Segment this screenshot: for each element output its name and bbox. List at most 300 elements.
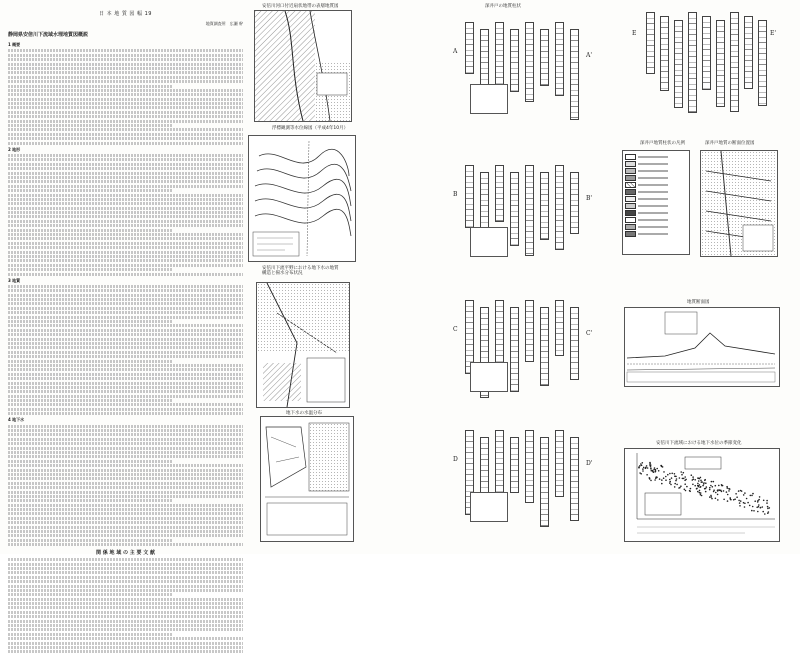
well-column xyxy=(758,20,767,106)
scatter-point xyxy=(740,500,742,502)
text-line xyxy=(8,302,243,305)
text-line xyxy=(8,215,243,218)
groundwater-temperature-map xyxy=(260,416,354,542)
text-line xyxy=(8,543,243,546)
scatter-point xyxy=(669,482,671,484)
references-list xyxy=(8,558,243,653)
text-line xyxy=(8,320,173,323)
scatter-point xyxy=(700,486,702,488)
figure-caption: 安倍川河口付近扇状地帯の表層地質図 xyxy=(262,4,339,9)
text-line xyxy=(8,451,243,454)
text-line xyxy=(8,346,243,349)
well-column xyxy=(465,22,474,74)
section-heading: 4 地下水 xyxy=(8,417,25,423)
well-column xyxy=(570,437,579,521)
legend-swatch xyxy=(625,217,636,223)
scatter-point xyxy=(659,478,661,480)
text-line xyxy=(8,71,243,74)
scatter-point xyxy=(675,476,677,478)
scatter-point xyxy=(646,474,648,476)
text-line xyxy=(8,180,243,183)
paragraph-block xyxy=(8,425,243,547)
text-line xyxy=(8,333,243,336)
legend-item xyxy=(625,168,687,174)
scatter-point xyxy=(734,498,736,500)
section-letter-left: C xyxy=(453,326,458,333)
scatter-point xyxy=(669,479,671,481)
scatter-point xyxy=(638,466,640,468)
scatter-point xyxy=(728,490,730,492)
scatter-point xyxy=(640,473,642,475)
scatter-point xyxy=(753,510,755,512)
well-column xyxy=(495,165,504,222)
scatter-point xyxy=(684,489,686,491)
text-line xyxy=(8,526,243,529)
text-line xyxy=(8,220,243,223)
text-line xyxy=(8,539,173,542)
scatter-point xyxy=(749,505,751,507)
text-line xyxy=(8,530,243,533)
scatter-point xyxy=(646,465,648,467)
scatter-point xyxy=(744,506,746,508)
scatter-point xyxy=(706,486,708,488)
text-line xyxy=(8,233,243,236)
text-line xyxy=(8,211,243,214)
well-column xyxy=(674,20,683,108)
text-line xyxy=(8,102,243,105)
scatter-point xyxy=(747,502,749,504)
scatter-point xyxy=(767,508,769,510)
section-letter-right: C' xyxy=(586,330,593,337)
section-letter-left: D xyxy=(453,456,458,463)
text-line xyxy=(8,224,243,227)
scatter-point xyxy=(744,503,746,505)
legend-swatch xyxy=(625,161,636,167)
text-line xyxy=(8,558,243,561)
scatter-point xyxy=(700,477,702,479)
scatter-point xyxy=(760,507,762,509)
text-line xyxy=(8,464,243,467)
legend-swatch xyxy=(625,154,636,160)
text-line xyxy=(8,576,243,579)
scatter-point xyxy=(674,486,676,488)
scatter-point xyxy=(736,496,738,498)
well-column xyxy=(646,12,655,74)
well-column xyxy=(525,22,534,102)
scatter-point xyxy=(744,492,746,494)
text-line xyxy=(8,264,243,267)
scatter-point xyxy=(721,484,723,486)
scatter-point xyxy=(692,479,694,481)
text-line xyxy=(8,593,173,596)
figure-caption: 地質断面図 xyxy=(687,300,710,305)
text-line xyxy=(8,460,173,463)
scatter-point xyxy=(709,487,711,489)
scatter-point xyxy=(691,474,693,476)
figure-caption: 深井戸地質の断面位置図 xyxy=(705,141,755,146)
legend-item xyxy=(625,203,687,209)
text-line xyxy=(8,154,243,157)
scatter-point xyxy=(656,476,658,478)
text-line xyxy=(8,512,243,515)
text-line xyxy=(8,602,243,605)
scatter-point xyxy=(717,490,719,492)
well-column xyxy=(525,300,534,362)
well-column xyxy=(540,172,549,240)
scatter-point xyxy=(739,502,741,504)
legend-item xyxy=(625,175,687,181)
scatter-point xyxy=(640,463,642,465)
scatter-point xyxy=(752,493,754,495)
section-letter-left: E xyxy=(632,30,637,37)
scatter-point xyxy=(719,489,721,491)
well-column xyxy=(730,12,739,112)
text-line xyxy=(8,316,243,319)
scatter-point xyxy=(649,463,651,465)
legend-item xyxy=(625,189,687,195)
text-line xyxy=(8,447,243,450)
paragraph-block xyxy=(8,285,243,415)
scatter-point xyxy=(694,485,696,487)
text-line xyxy=(8,176,243,179)
well-column xyxy=(495,300,504,368)
scatter-point xyxy=(699,484,701,486)
groundwater-contour-map xyxy=(248,135,356,262)
scatter-point xyxy=(763,500,765,502)
figure-caption: 地下水の水温分布 xyxy=(286,411,322,416)
scatter-point xyxy=(647,467,649,469)
legend-swatch xyxy=(625,203,636,209)
text-line xyxy=(8,438,243,441)
text-line xyxy=(8,571,243,574)
text-line xyxy=(8,508,243,511)
well-column xyxy=(540,307,549,386)
scatter-point xyxy=(661,479,663,481)
scatter-point xyxy=(690,488,692,490)
text-line xyxy=(8,482,243,485)
text-line xyxy=(8,273,243,276)
text-line xyxy=(8,63,243,66)
text-line xyxy=(8,67,243,70)
scatter-point xyxy=(684,480,686,482)
scatter-point xyxy=(669,473,671,475)
scatter-point xyxy=(680,471,682,473)
text-line xyxy=(8,229,173,232)
well-column xyxy=(510,437,519,493)
legend-item xyxy=(625,196,687,202)
text-line xyxy=(8,167,243,170)
scatter-point xyxy=(710,495,712,497)
section-heading: 3 地質 xyxy=(8,277,21,283)
text-line xyxy=(8,373,243,376)
legend-item xyxy=(625,161,687,167)
text-line xyxy=(8,49,243,52)
scatter-point xyxy=(727,494,729,496)
scatter-point xyxy=(703,483,705,485)
scatter-point xyxy=(715,498,717,500)
scatter-point xyxy=(639,465,641,467)
text-line xyxy=(8,534,243,537)
scatter-point xyxy=(759,496,761,498)
legend-swatch xyxy=(625,189,636,195)
text-line xyxy=(8,495,243,498)
text-line xyxy=(8,259,243,262)
scatter-point xyxy=(702,485,704,487)
text-line xyxy=(8,172,243,175)
scatter-point xyxy=(733,499,735,501)
legend-swatch xyxy=(625,175,636,181)
scatter-point xyxy=(764,513,766,515)
scatter-point xyxy=(709,496,711,498)
scatter-point xyxy=(700,480,702,482)
scatter-point xyxy=(676,484,678,486)
section-heading: 1 概要 xyxy=(8,42,21,47)
text-line xyxy=(8,455,243,458)
scatter-point xyxy=(674,483,676,485)
scatter-point xyxy=(684,476,686,478)
scatter-point xyxy=(698,480,700,482)
scatter-point xyxy=(711,481,713,483)
text-line xyxy=(8,390,243,393)
text-line xyxy=(8,491,243,494)
scatter-point xyxy=(758,506,760,508)
scatter-point xyxy=(705,491,707,493)
text-line xyxy=(8,351,243,354)
well-column xyxy=(540,29,549,86)
inset-map xyxy=(470,227,508,257)
text-line xyxy=(8,307,243,310)
paragraph-block xyxy=(8,49,243,144)
scatter-point xyxy=(680,485,682,487)
scatter-point xyxy=(758,504,760,506)
section-heading: 2 地形 xyxy=(8,146,21,152)
text-line xyxy=(8,611,243,614)
scatter-point xyxy=(701,495,703,497)
section-letter-right: D' xyxy=(586,460,593,467)
scatter-point xyxy=(767,506,769,508)
scatter-point xyxy=(712,486,714,488)
scatter-point xyxy=(651,470,653,472)
text-line xyxy=(8,194,243,197)
text-line xyxy=(8,289,243,292)
groundwater-scatter-plot xyxy=(624,448,780,542)
text-line xyxy=(8,285,243,288)
index-map xyxy=(700,150,778,257)
scatter-point xyxy=(721,491,723,493)
text-line xyxy=(8,517,243,520)
text-line xyxy=(8,408,243,411)
well-column xyxy=(510,29,519,92)
text-line xyxy=(8,329,243,332)
scatter-point xyxy=(698,486,700,488)
scatter-point xyxy=(694,479,696,481)
scatter-point xyxy=(754,500,756,502)
text-line xyxy=(8,242,243,245)
text-line xyxy=(8,324,243,327)
well-column xyxy=(716,20,725,107)
scatter-point xyxy=(718,485,720,487)
text-line xyxy=(8,137,243,140)
text-line xyxy=(8,76,243,79)
scatter-point xyxy=(669,481,671,483)
scatter-point xyxy=(642,470,644,472)
scatter-point xyxy=(713,481,715,483)
scatter-point xyxy=(665,476,667,478)
section-letter-left: B xyxy=(453,191,458,198)
text-line xyxy=(8,567,243,570)
text-line xyxy=(8,93,243,96)
scatter-point xyxy=(697,483,699,485)
scatter-point xyxy=(671,473,673,475)
scatter-point xyxy=(663,471,665,473)
text-line xyxy=(8,342,243,345)
well-column xyxy=(570,29,579,120)
legend-item xyxy=(625,154,687,160)
text-line xyxy=(8,85,173,88)
paragraph-block xyxy=(8,154,243,276)
text-line xyxy=(8,469,243,472)
legend-item xyxy=(625,217,687,223)
scatter-point xyxy=(649,477,651,479)
text-line xyxy=(8,646,243,649)
article-author: 地質調査所 広瀬 幹 xyxy=(205,21,243,26)
figure-caption: 深井戸地質柱状の凡例 xyxy=(640,141,685,146)
scatter-point xyxy=(738,500,740,502)
well-column xyxy=(525,430,534,503)
scatter-point xyxy=(642,468,644,470)
scatter-point xyxy=(656,468,658,470)
well-column xyxy=(570,172,579,234)
text-line xyxy=(8,115,243,118)
scatter-point xyxy=(665,479,667,481)
scatter-point xyxy=(681,474,683,476)
legend-panel xyxy=(622,150,690,255)
scatter-point xyxy=(654,467,656,469)
legend-swatch xyxy=(625,231,636,237)
legend-item xyxy=(625,210,687,216)
section-letter-right: A' xyxy=(586,52,592,59)
scatter-point xyxy=(685,490,687,492)
figure-caption: 深井戸の地質柱状 xyxy=(485,4,521,9)
scatter-point xyxy=(696,488,698,490)
scatter-point xyxy=(675,480,677,482)
surface-geology-map xyxy=(254,10,352,122)
scatter-point xyxy=(699,492,701,494)
well-column xyxy=(555,165,564,250)
well-column xyxy=(510,307,519,392)
scatter-point xyxy=(699,490,701,492)
text-line xyxy=(8,54,243,57)
text-line xyxy=(8,395,243,398)
well-column xyxy=(465,165,474,228)
text-line xyxy=(8,563,243,566)
well-column xyxy=(660,16,669,91)
well-column xyxy=(510,172,519,246)
scatter-point xyxy=(676,478,678,480)
text-line xyxy=(8,98,243,101)
scatter-point xyxy=(692,476,694,478)
text-line xyxy=(8,251,243,254)
scatter-point xyxy=(683,478,685,480)
scatter-point xyxy=(700,492,702,494)
text-line xyxy=(8,106,243,109)
text-line xyxy=(8,521,243,524)
text-line xyxy=(8,298,243,301)
scatter-point xyxy=(713,491,715,493)
text-line xyxy=(8,189,173,192)
geologic-cross-section xyxy=(624,307,780,387)
scatter-point xyxy=(766,502,768,504)
references-title: 関 係 地 域 の 主 要 文 献 xyxy=(96,550,155,557)
legend-item xyxy=(625,224,687,230)
scatter-point xyxy=(678,487,680,489)
text-line xyxy=(8,620,243,623)
text-line xyxy=(8,142,243,145)
text-line xyxy=(8,338,243,341)
text-line xyxy=(8,246,243,249)
text-line xyxy=(8,473,243,476)
text-line xyxy=(8,412,243,415)
text-line xyxy=(8,642,243,645)
text-line xyxy=(8,486,243,489)
scatter-point xyxy=(757,511,759,513)
text-line xyxy=(8,364,243,367)
well-column xyxy=(480,437,489,499)
text-line xyxy=(8,158,243,161)
scatter-point xyxy=(762,506,764,508)
text-line xyxy=(8,433,243,436)
legend-swatch xyxy=(625,210,636,216)
scatter-point xyxy=(727,500,729,502)
scatter-point xyxy=(751,495,753,497)
scatter-point xyxy=(650,480,652,482)
scatter-point xyxy=(751,510,753,512)
scatter-point xyxy=(654,479,656,481)
scatter-point xyxy=(670,484,672,486)
text-line xyxy=(8,237,243,240)
scatter-point xyxy=(730,498,732,500)
scatter-point xyxy=(727,487,729,489)
scatter-point xyxy=(746,498,748,500)
text-line xyxy=(8,377,243,380)
scatter-point xyxy=(686,486,688,488)
inset-map xyxy=(470,84,508,114)
text-line xyxy=(8,360,173,363)
figure-caption: 安倍川下流平野における地下水の地質構造と揚水分布状況 xyxy=(262,266,339,276)
scatter-point xyxy=(701,481,703,483)
text-line xyxy=(8,124,173,127)
text-line xyxy=(8,637,243,640)
scatter-point xyxy=(743,502,745,504)
sheet-header: 日 本 地 質 図 幅 19 xyxy=(99,11,152,17)
well-column xyxy=(525,165,534,256)
text-line xyxy=(8,58,243,61)
well-column xyxy=(688,12,697,113)
scatter-point xyxy=(766,500,768,502)
scatter-point xyxy=(674,473,676,475)
text-line xyxy=(8,624,243,627)
scatter-point xyxy=(679,477,681,479)
text-line xyxy=(8,202,243,205)
text-line xyxy=(8,80,243,83)
well-column xyxy=(555,300,564,356)
well-column xyxy=(702,16,711,90)
text-line xyxy=(8,606,243,609)
scatter-point xyxy=(739,505,741,507)
scatter-point xyxy=(667,474,669,476)
section-letter-right: E' xyxy=(770,30,777,37)
figure-caption: 安倍川下流域における地下水位の季節変化 xyxy=(656,441,742,446)
